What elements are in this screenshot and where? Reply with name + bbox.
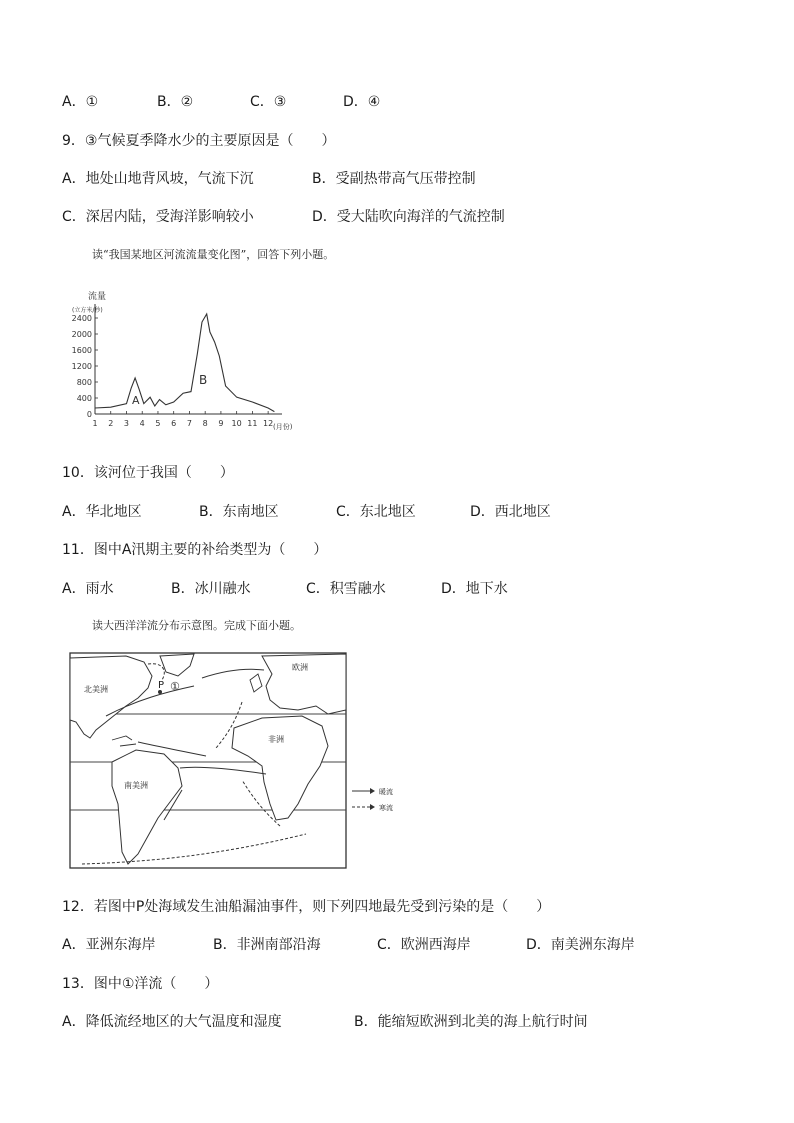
y-tick-label: 0 <box>86 410 92 419</box>
x-tick-label: 8 <box>202 419 208 428</box>
label-current-1: ① <box>170 680 180 693</box>
q11-option-d: D．地下水 <box>441 581 508 597</box>
q11-option-a: A．雨水 <box>62 581 114 597</box>
q12-option-d: D．南美洲东海岸 <box>526 937 635 953</box>
x-tick-label: 11 <box>247 419 258 428</box>
q10-option-c: C．东北地区 <box>336 504 416 520</box>
q9-option-a: A．地处山地背风坡，气流下沉 <box>62 171 254 187</box>
q8-option-a: A．① <box>62 94 99 110</box>
q12-option-a: A．亚洲东海岸 <box>62 937 156 953</box>
q12-stem: 12．若图中P处海域发生油船漏油事件，则下列四地最先受到污染的是（ ） <box>62 899 551 915</box>
chart-xunit: (月份) <box>273 423 293 431</box>
label-africa: 非洲 <box>268 735 284 744</box>
y-tick-label: 1200 <box>71 362 92 371</box>
label-europe: 欧洲 <box>292 663 308 672</box>
y-tick-label: 2000 <box>71 330 92 339</box>
y-tick-label: 1600 <box>71 346 92 355</box>
y-tick-label: 800 <box>76 378 92 387</box>
legend-warm-arrow-icon <box>370 788 375 794</box>
map-caption: 读大西洋洋流分布示意图。完成下面小题。 <box>92 619 301 632</box>
x-tick-label: 2 <box>108 419 114 428</box>
q12-option-c: C．欧洲西海岸 <box>377 937 471 953</box>
q8-option-d: D．④ <box>343 94 381 110</box>
q10-option-d: D．西北地区 <box>470 504 551 520</box>
q11-stem: 11．图中A汛期主要的补给类型为（ ） <box>62 542 328 558</box>
x-tick-label: 10 <box>231 419 242 428</box>
chart-caption: 读“我国某地区河流流量变化图”，回答下列小题。 <box>92 248 335 261</box>
chart-ylabel: 流量 <box>88 292 107 302</box>
legend-cold-label: 寒流 <box>379 804 393 812</box>
q8-option-c: C．③ <box>250 94 287 110</box>
q13-stem: 13．图中①洋流（ ） <box>62 976 219 992</box>
river-flow-chart <box>66 286 306 436</box>
x-tick-label: 9 <box>218 419 224 428</box>
q12-option-b: B．非洲南部沿海 <box>213 937 321 953</box>
q11-option-b: B．冰川融水 <box>171 581 251 597</box>
q9-option-b: B．受副热带高气压带控制 <box>312 171 476 187</box>
atlantic-currents-map <box>66 650 426 870</box>
x-tick-label: 12 <box>263 419 274 428</box>
q10-stem: 10．该河位于我国（ ） <box>62 465 234 481</box>
y-tick-label: 2400 <box>71 314 92 323</box>
q13-option-b: B．能缩短欧洲到北美的海上航行时间 <box>354 1014 588 1030</box>
chart-yunit: (立方米/秒) <box>72 307 103 314</box>
annotation-b: B <box>199 373 208 387</box>
q10-option-b: B．东南地区 <box>199 504 279 520</box>
label-p: P <box>158 680 165 691</box>
label-south-america: 南美洲 <box>124 781 148 790</box>
x-tick-label: 7 <box>186 419 192 428</box>
annotation-a: A <box>132 394 140 407</box>
x-tick-label: 6 <box>171 419 177 428</box>
q13-option-a: A．降低流经地区的大气温度和湿度 <box>62 1014 282 1030</box>
label-north-america: 北美洲 <box>84 685 108 694</box>
x-tick-label: 4 <box>139 419 145 428</box>
x-tick-label: 3 <box>123 419 130 428</box>
q9-option-d: D．受大陆吹向海洋的气流控制 <box>312 209 505 225</box>
legend-cold-arrow-icon <box>370 804 375 810</box>
x-tick-label: 5 <box>155 419 161 428</box>
q9-option-c: C．深居内陆，受海洋影响较小 <box>62 209 254 225</box>
x-tick-label: 1 <box>92 419 98 428</box>
y-tick-label: 400 <box>76 394 92 403</box>
q8-option-b: B．② <box>157 94 194 110</box>
q10-option-a: A．华北地区 <box>62 504 142 520</box>
flow-line <box>95 314 274 412</box>
legend-warm-label: 暖流 <box>379 788 393 796</box>
q9-stem: 9．③气候夏季降水少的主要原因是（ ） <box>62 133 336 149</box>
q11-option-c: C．积雪融水 <box>306 581 386 597</box>
